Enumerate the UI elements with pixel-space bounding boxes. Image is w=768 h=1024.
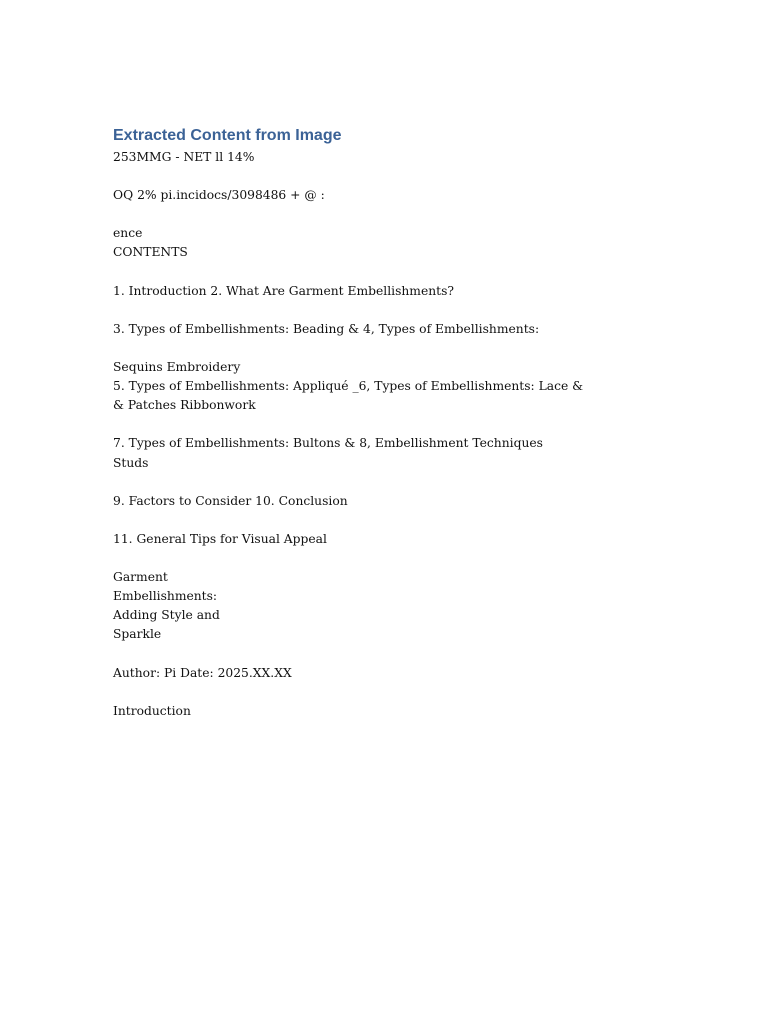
blank-line [113, 339, 573, 358]
blank-line [113, 415, 573, 434]
contents-entry: 7. Types of Embellishments: Bultons & 8, Embellishment Techniques [113, 436, 543, 451]
contents-entry: Sequins Embroidery [113, 360, 241, 375]
blank-line [113, 301, 573, 320]
blank-line [113, 205, 573, 224]
cover-title-line: Sparkle [113, 627, 162, 642]
blank-line [113, 549, 573, 568]
blank-line [113, 511, 573, 530]
document-title: Extracted Content from Image [113, 127, 342, 144]
blank-line [113, 167, 573, 186]
contents-heading: CONTENTS [113, 245, 188, 260]
contents-entry: 1. Introduction 2. What Are Garment Embellishments? [113, 283, 455, 298]
section-heading: Introduction [113, 703, 191, 718]
blank-line [113, 683, 573, 702]
document-page [113, 124, 584, 721]
document-body [113, 148, 584, 721]
blank-line [113, 263, 573, 282]
contents-entry: 9. Factors to Consider 10. Conclusion [113, 493, 348, 508]
text-line: 253MMG - NET ll 14% [113, 150, 255, 164]
blank-line [113, 644, 573, 663]
text-line: OQ 2% pi.incidocs/3098486 + @ : [113, 188, 325, 203]
contents-entry: & Patches Ribbonwork [113, 398, 256, 413]
contents-entry: 5. Types of Embellishments: Appliqué _6, Types of Embellishments: Lace & [113, 379, 584, 394]
cover-title-line: Garment [113, 570, 168, 585]
cover-title-line: Embellishments: [113, 589, 218, 604]
cover-title-line: Adding Style and [113, 608, 220, 623]
contents-entry: 3. Types of Embellishments: Beading & 4, Types of Embellishments: [113, 321, 540, 336]
author-date-line: Author: Pi Date: 2025.XX.XX [113, 665, 292, 680]
text-line: ence [113, 226, 143, 241]
contents-entry: Studs [113, 455, 149, 470]
blank-line [113, 473, 573, 492]
contents-entry: 11. General Tips for Visual Appeal [113, 531, 327, 546]
